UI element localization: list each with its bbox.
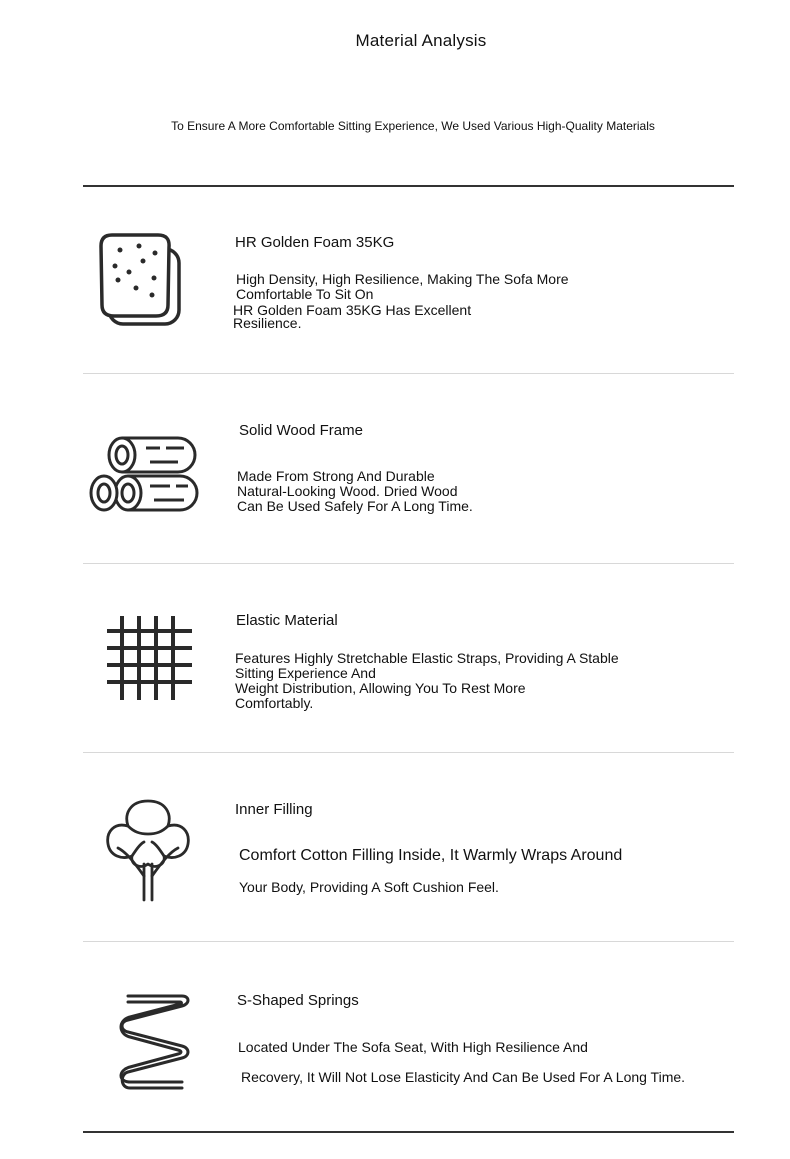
material-description: High Density, High Resilience, Making The Sofa More Comfortable To Sit On: [236, 271, 569, 302]
divider: [83, 185, 734, 187]
material-title: HR Golden Foam 35KG: [235, 234, 395, 251]
elastic-grid-icon: [105, 614, 195, 704]
material-title: Elastic Material: [236, 612, 338, 629]
foam-sponge-icon: [96, 232, 186, 328]
cotton-plant-icon: [100, 798, 196, 902]
divider: [83, 563, 734, 564]
material-title: S-Shaped Springs: [237, 992, 359, 1009]
wood-logs-icon: [88, 434, 202, 518]
material-title: Solid Wood Frame: [239, 422, 363, 439]
material-description-extra: Your Body, Providing A Soft Cushion Feel.: [239, 879, 499, 895]
material-description: Comfort Cotton Filling Inside, It Warmly Wraps Around: [239, 847, 623, 864]
divider: [83, 373, 734, 374]
material-description: Features Highly Stretchable Elastic Straps, Providing A Stable Sitting Experience And Weight Distribution, Allowing You To Rest More Comfortably.: [235, 650, 619, 711]
material-description: Made From Strong And Durable Natural-Looking Wood. Dried Wood Can Be Used Safely For A Long Time.: [237, 468, 473, 514]
material-description-extra: Recovery, It Will Not Lose Elasticity And Can Be Used For A Long Time.: [241, 1069, 686, 1085]
page-subtitle: To Ensure A More Comfortable Sitting Experience, We Used Various High-Quality Materials: [171, 119, 655, 133]
material-title: Inner Filling: [235, 801, 313, 818]
divider: [83, 752, 734, 753]
divider: [83, 941, 734, 942]
page-title: Material Analysis: [355, 31, 487, 50]
spring-coil-icon: [116, 990, 194, 1094]
material-description: Located Under The Sofa Seat, With High Resilience And: [238, 1039, 588, 1055]
material-description-extra: HR Golden Foam 35KG Has Excellent Resilience.: [233, 302, 472, 331]
divider: [83, 1131, 734, 1133]
